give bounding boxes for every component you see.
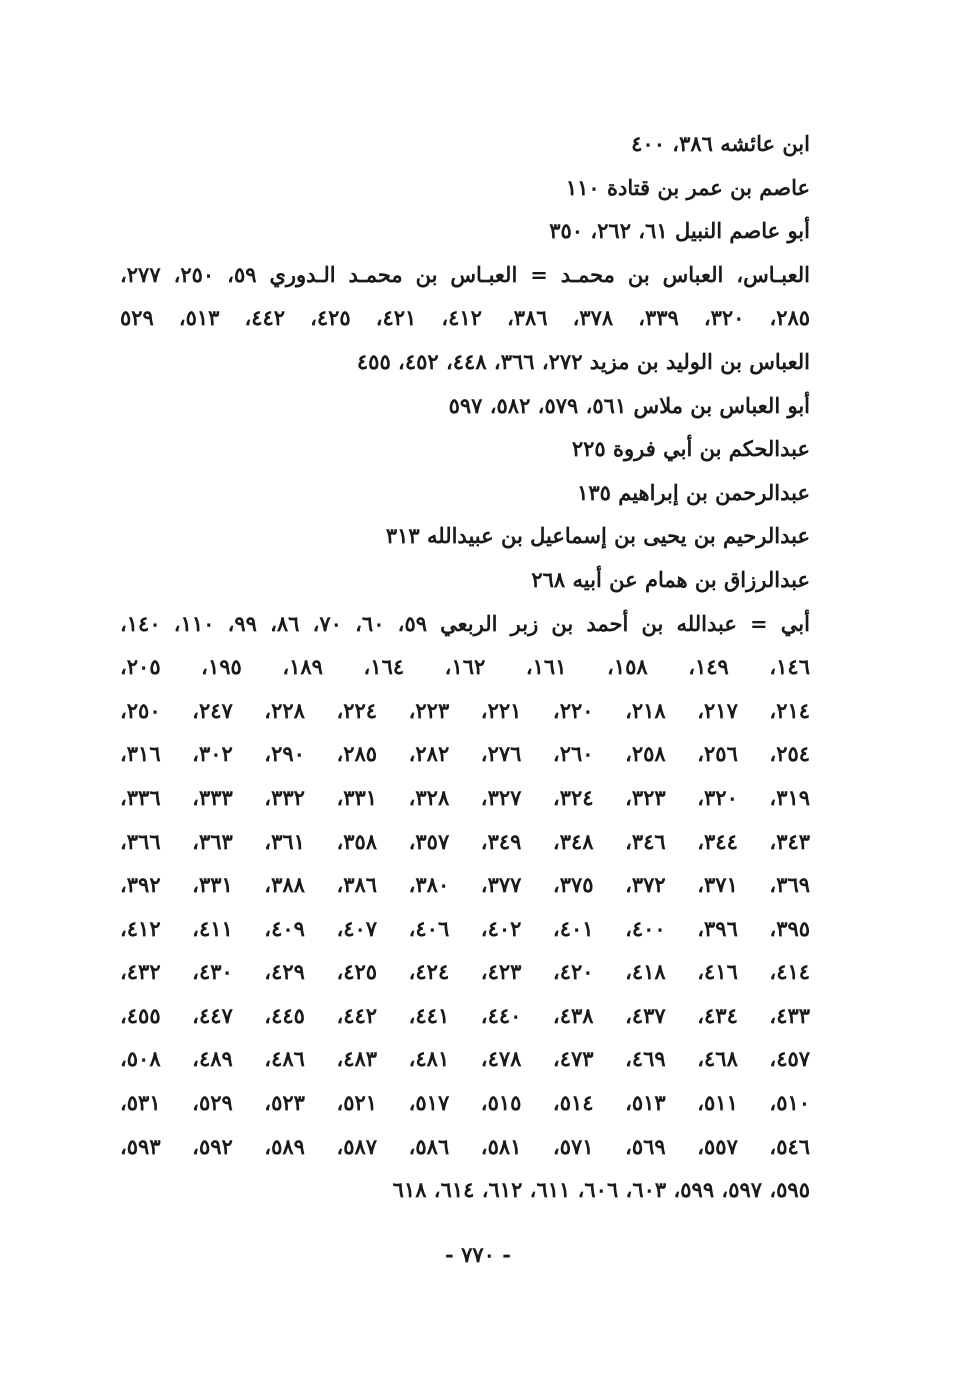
index-line: ٣٩٥، ٣٩٦، ٤٠٠، ٤٠١، ٤٠٢، ٤٠٦، ٤٠٧، ٤٠٩، ٤١١، ٤١٢، [120,915,810,941]
index-line: ٥١٠، ٥١١، ٥١٣، ٥١٤، ٥١٥، ٥١٧، ٥٢١، ٥٢٣، ٥٢٩، ٥٣١، [120,1090,810,1116]
index-line: عبدالحكم بن أبي فروة ٢٢٥ [571,436,810,462]
index-line: ابن عائشه ٣٨٦، ٤٠٠ [631,131,810,156]
page-number: - ٧٧٠ - [445,1242,511,1267]
index-line: ٤٣٣، ٤٣٤، ٤٣٧، ٤٣٨، ٤٤٠، ٤٤١، ٤٤٢، ٤٤٥، ٤٤٧، ٤٥٥، [120,1002,810,1028]
index-line: ٣١٩، ٣٢٠، ٣٢٣، ٣٢٤، ٣٢٧، ٣٢٨، ٣٣١، ٣٣٢، ٣٣٣، ٣٣٦، [120,784,810,810]
index-line: ٣٤٣، ٣٤٤، ٣٤٦، ٣٤٨، ٣٤٩، ٣٥٧، ٣٥٨، ٣٦١، ٣٦٣، ٣٦٦، [120,828,810,854]
index-line: ٤٥٧، ٤٦٨، ٤٦٩، ٤٧٣، ٤٧٨، ٤٨١، ٤٨٣، ٤٨٦، ٤٨٩، ٥٠٨، [120,1046,810,1072]
index-line: عبدالرحيم بن يحيى بن إسماعيل بن عبيدالله ٣١٣ [385,523,810,549]
index-line: عبدالرزاق بن همام عن أبيه ٢٦٨ [531,566,810,592]
index-line: ٢٥٤، ٢٥٦، ٢٥٨، ٢٦٠، ٢٧٦، ٢٨٢، ٢٨٥، ٢٩٠، ٣٠٢، ٣١٦، [120,741,810,767]
index-line: أبو العباس بن ملاس ٥٦١، ٥٧٩، ٥٨٢، ٥٩٧ [448,392,810,418]
index-line: ٣٦٩، ٣٧١، ٣٧٢، ٣٧٥، ٣٧٧، ٣٨٠، ٣٨٦، ٣٨٨، ٣٣١، ٣٩٢، [120,872,810,898]
index-line: ٥٤٦، ٥٥٧، ٥٦٩، ٥٧١، ٥٨١، ٥٨٦، ٥٨٧، ٥٨٩، ٥٩٢، ٥٩٣، [120,1133,810,1159]
index-line: العباس بن الوليد بن مزيد ٢٧٢، ٣٦٦، ٤٤٨، ٤٥٢، ٤٥٥ [356,348,810,374]
index-line: ١٤٦، ١٤٩، ١٥٨، ١٦١، ١٦٢، ١٦٤، ١٨٩، ١٩٥، ٢٠٥، [120,654,810,680]
index-line: ٢٨٥، ٣٢٠، ٣٣٩، ٣٧٨، ٣٨٦، ٤١٢، ٤٢١، ٤٢٥، ٤٤٢، ٥١٣، ٥٢٩ [120,305,810,331]
index-line: العبـاس، العباس بن محمـد = العبـاس بن محمـد الـدوري ٥٩، ٢٥٠، ٢٧٧، [120,261,810,287]
index-line: ٢١٤، ٢١٧، ٢١٨، ٢٢٠، ٢٢١، ٢٢٣، ٢٢٤، ٢٢٨، ٢٤٧، ٢٥٠، [120,697,810,723]
index-entries [120,122,810,1212]
index-line: ٥٩٥، ٥٩٧، ٥٩٩، ٦٠٣، ٦٠٦، ٦١١، ٦١٢، ٦١٤، ٦١٨ [392,1177,810,1203]
index-line: ٤١٤، ٤١٦، ٤١٨، ٤٢٠، ٤٢٣، ٤٢٤، ٤٢٥، ٤٢٩، ٤٣٠، ٤٣٢، [120,959,810,985]
index-line: أبي = عبدالله بن أحمد بن زبر الربعي ٥٩، ٦٠، ٧٠، ٨٦، ٩٩، ١١٠، ١٤٠، [120,610,810,636]
index-line: عاصم بن عمر بن قتادة ١١٠ [565,174,810,200]
index-line: أبو عاصم النبيل ٦١، ٢٦٢، ٣٥٠ [549,218,810,244]
index-line: عبدالرحمن بن إبراهيم ١٣٥ [577,479,810,505]
